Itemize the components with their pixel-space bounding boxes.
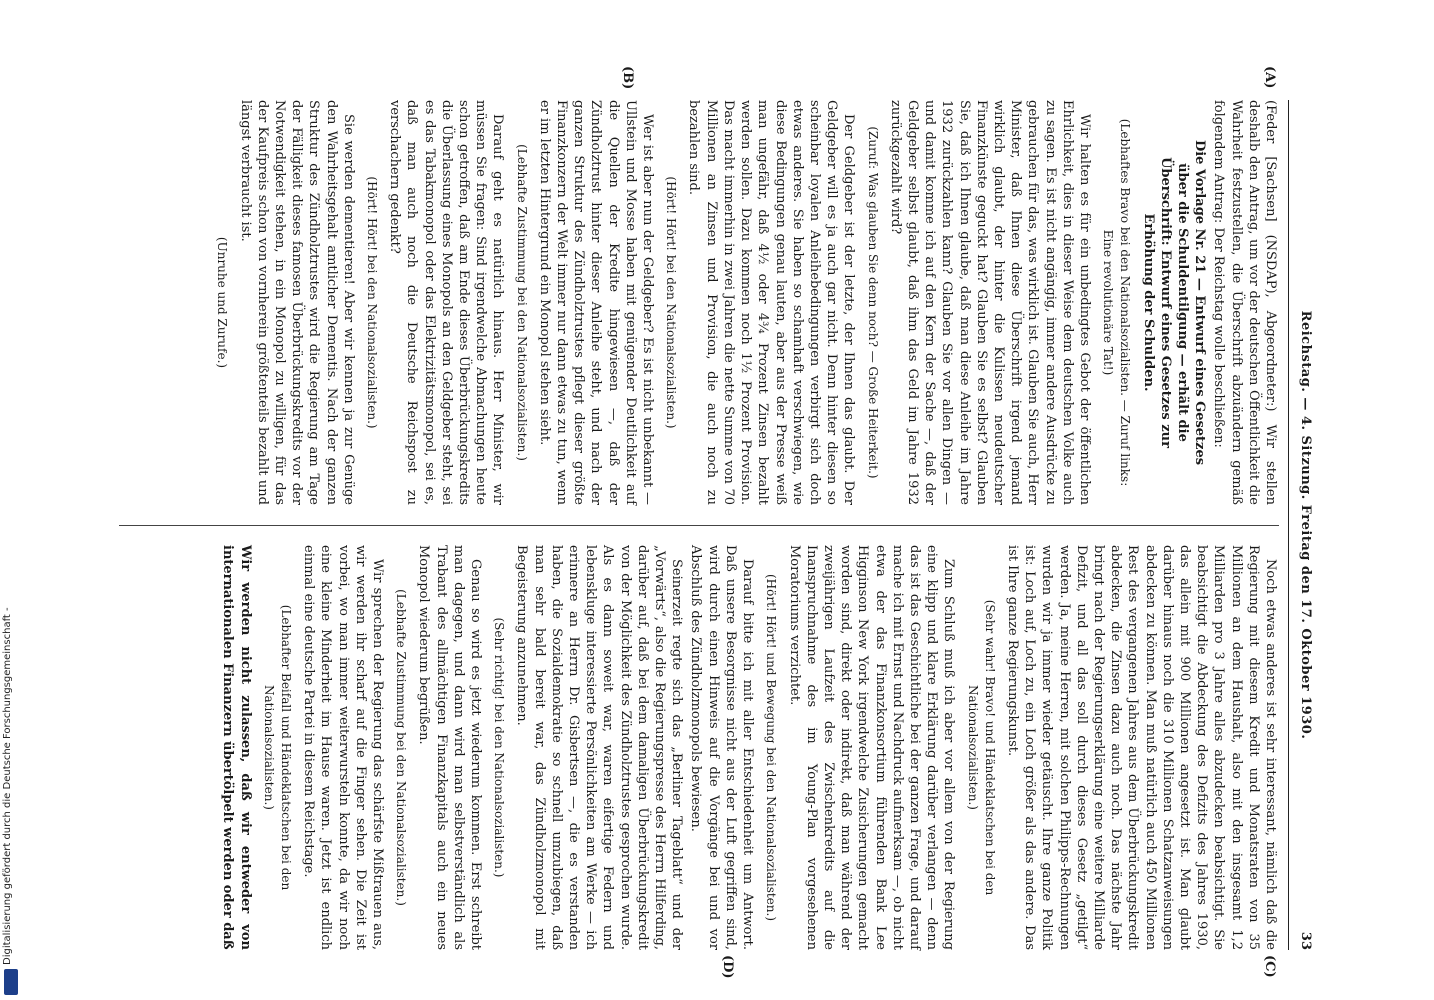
paragraph: Wir sprechen der Regierung das schärfste Mißtrauen aus, wir werden ihr scharf auf die Finger sehen. Die Zeit ist vorbei, wo man immer weiterwursteln konnte, da wir noch eine kleine Minderheit im Hause waren. Jetzt ist endlich einmal eine deutsche Partei in diesem Reichstage.: [301, 545, 386, 950]
digitization-credit: [2, 5, 20, 995]
paragraph: Wer ist aber nun der Geldgeber? Es ist nicht unbekannt — Ullstein und Mosse haben mit genügender Deutlichkeit auf die Quellen der Kredite hingewiesen —, daß der Zündholztrust hinter dieser Anleihe steht, und nach der ganzen Struktur des Zündholztrustes pflegt dieser größte Finanzkonzern der Welt immer nur dann etwas zu tun, wenn er im letzten Hintergrund ein Monopol stehen sieht.: [536, 100, 656, 505]
reaction-note: (Lebhafte Zustimmung bei den Nationalsozialisten.): [394, 589, 409, 906]
reaction-note: (Hört! Hört! und Bewegung bei den Nationalsozialisten.): [764, 573, 779, 922]
paragraph: Der Geldgeber ist der letzte, der Ihnen das glaubt. Der Geldgeber will es ja auch gar nicht. Denn hinter diesen so scheinbar loyalen Anleihebedingungen verbirgt sich doch etwas anderes. Sie haben so schamhaft verschwiegen, wie diese Bedingungen genau lauten, aber aus der Presse weiß man ungefähr, daß 4½ oder 4¾ Prozent Zinsen bezahlt werden sollen. Dazu kommen noch 1½ Prozent Provision. Das macht immerhin in zwei Jahren die nette Summe von 70 Millionen an Zinsen und Provision, die auch noch zu bezahlen sind.: [686, 100, 857, 505]
paragraph: Noch etwas anderes ist sehr interessant, nämlich daß die Regierung mit diesem Kredit und Monatsraten von 35 Millionen an dem Haushalt, also mit den insgesamt 1,2 Milliarden pro 3 Jahre alles abzudecken beabsichtigt. Sie beabsichtigt die Abdeckung des Defizits des Jahres 1930, das allein mit 900 Millionen angesetzt ist. Man glaubt darüber hinaus noch die 310 Millionen Schatzanweisungen abdecken zu können. Man muß natürlich auch 450 Millionen Rest des vergangenen Jahres aus dem Überbrückungskredit abdecken, die Zinsen dazu auch noch. Das nächste Jahr bringt nach der Regierungserklärung eine weitere Milliarde Defizit, und all das soll durch dieses Gesetz „getilgt“ werden. Ja, meine Herren, mit solchen Philipps-Rechnungen wurden wir ja immer wieder getäuscht. Ihre ganze Politik ist: Loch auf, Loch zu, ein Loch größer als das andere. Das ist Ihre ganze Regierungskunst.: [1004, 545, 1278, 950]
dfg-logo: [4, 969, 18, 995]
reaction-note: (Hört! Hört! bei den Nationalsozialisten.): [365, 176, 380, 429]
reaction-note: (Hört! Hört! bei den Nationalsozialisten.): [664, 176, 679, 429]
scanned-page: [100, 66, 1315, 979]
margin-mark-a: (A): [1262, 66, 1277, 89]
paragraph: Sie werden dementieren! Aber wir kennen ja zur Genüge den Wahrheitsgehalt amtlicher Dementis. Nach der ganzen Struktur des Zündholztrustes wird die Regierung am Tage der Fälligkeit dieses famosen Überbrückungskredits vor der Notwendigkeit stehen, in ein Monopol zu willigen, für das der Kaufpreis schon von vornherein größtenteils bezahlt und längst verbraucht ist.: [237, 100, 356, 505]
left-text-column: [207, 100, 1279, 505]
paragraph: Wir werden nicht zulassen, daß wir entweder von internationalen Finanzern übertölpelt werden oder daß: [220, 545, 253, 950]
reaction-note: (Sehr wahr! Bravo! und Händeklatschen bei den Nationalsozialisten.): [965, 599, 997, 896]
paragraph: Zum Schluß muß ich aber vor allem von der Regierung eine klipp und klare Erklärung darüber verlangen — denn das ist das Geschichtliche bei der ganzen Frage, und darauf mache ich mit Ernst und Nachdruck aufmerksam —, ob nicht etwa der das Finanzkonsortium führenden Bank Lee Higginson New York irgendwelche Zusicherungen gemacht worden sind, direkt oder indirekt, daß man während der zweijährigen Laufzeit des Zwischenkredits auf die Inanspruchnahme des im Young-Plan vorgesehenen Moratoriums verzichtet.: [786, 545, 957, 950]
paragraph: Wir halten es für ein unbedingtes Gebot der öffentlichen Ehrlichkeit, dies in dieser Weise dem deutschen Volke auch zu sagen. Es ist nicht angängig, immer andere Ausdrücke zu gebrauchen für das, was wirklich ist. Glauben Sie auch, Herr Minister, daß Ihnen diese Überschrift irgend jemand wirklich glaubt, der hinter die Kulissen neudeutscher Finanzkünste geguckt hat? Glauben Sie es selbst? Glauben Sie, daß ich Ihnen glaube, daß man diese Anleihe im Jahre 1932 zurückzahlen kann? Glauben Sie vor allen Dingen — und damit komme ich auf den Kern der Sache —, daß der Geldgeber selbst glaubt, daß ihm das Geld im Jahre 1932 zurückgezahlt wird?: [887, 100, 1092, 505]
reaction-note: (Lebhafter Beifall und Händeklatschen bei den Nationalsozialisten.): [261, 604, 294, 891]
paragraph: (Feder [Sachsen] (NSDAP), Abgeordneter:) Wir stellen deshalb den Antrag, um vor der deutschen Öffentlichkeit die Wahrheit festzustellen, die Überschrift abzuändern gemäß folgendem Antrag: Der Reichstag wolle beschließen:: [1211, 100, 1278, 505]
margin-mark-c: (C): [1262, 955, 1277, 978]
reaction-note: (Sehr richtig! bei den Nationalsozialisten.): [492, 617, 507, 878]
paragraph: Seinerzeit regte sich das „Berliner Tageblatt“ und der „Vorwärts“, also die Regierungspresse des Herrn Hilferding, darüber auf, daß bei dem damaligen Überbrückungskredit von der Möglichkeit des Zündholztrustes gesprochen wurde. Als es dann soweit war, waren eifertige Federn und lebenskluge interessierte Persönlichkeiten am Werke — ich erinnere an Herrn Dr. Gisbertsen —, die es verstanden haben, die Sozialdemokratie so schnell umzubiegen, daß man sehr bald bereit war, das Zündholzmonopol mit Begeisterung anzunehmen.: [514, 545, 685, 950]
page-header-title: Reichstag. — 4. Sitzung. Freitag den 17. Oktober 1930.: [1298, 310, 1313, 740]
margin-mark-d: (D): [720, 955, 735, 979]
reaction-note: (Zuruf: Was glauben Sie denn noch? — Große Heiterkeit.): [865, 126, 880, 479]
paragraph: Genau so wird es jetzt wiederum kommen. Erst schreibt man dagegen, und dann wird man selbstverständlich als Trabant des allmächtigen Finanzkapitals auch ein neues Monopol wiederum begrüßen.: [416, 545, 484, 950]
reaction-note: (Lebhaftes Bravo bei den Nationalsozialisten. — Zuruf links: Eine revolutionäre Tat!): [1101, 118, 1133, 487]
reaction-note: (Lebhafte Zustimmung bei den Nationalsozialisten.): [514, 144, 529, 461]
digitization-credit-text: Digitalisierung gefördert durch die Deutsche Forschungsgemeinschaft -: [2, 607, 13, 965]
margin-mark-b: (B): [620, 66, 635, 90]
reaction-note: (Unruhe und Zurufe.): [215, 236, 230, 369]
running-head: [1288, 100, 1315, 950]
column-divider: [119, 525, 1279, 526]
motion-text: Die Vorlage Nr. 21 — Entwurf eines Gesetzes über die Schuldentilgung — erhält die Überschrift: Entwurf eines Gesetzes zur Erhöhung der Schulden.: [1140, 139, 1208, 466]
paragraph: Darauf geht es natürlich hinaus. Herr Minister, wir müssen Sie fragen: Sind irgendwelche Abmachungen heute schon getroffen, daß am Ende dieses Überbrückungskredits die Überlassung eines Monopols an den Geldgeber steht, sei es das Tabakmonopol oder das Elektrizitätsmonopol, sei es, daß man auch noch die Deutsche Reichspost zu verschachern gedenkt?: [387, 100, 506, 505]
paragraph: Darauf bitte ich mit aller Entschiedenheit um Antwort. Daß unsere Besorgnisse nicht aus der Luft gegriffen sind, wird durch einen Hinweis auf die Vorgänge bei und vor Abschluß des Zündholzmonopols bewiesen.: [688, 545, 756, 950]
right-text-column: [213, 545, 1279, 950]
page-number: 33: [1298, 931, 1313, 950]
